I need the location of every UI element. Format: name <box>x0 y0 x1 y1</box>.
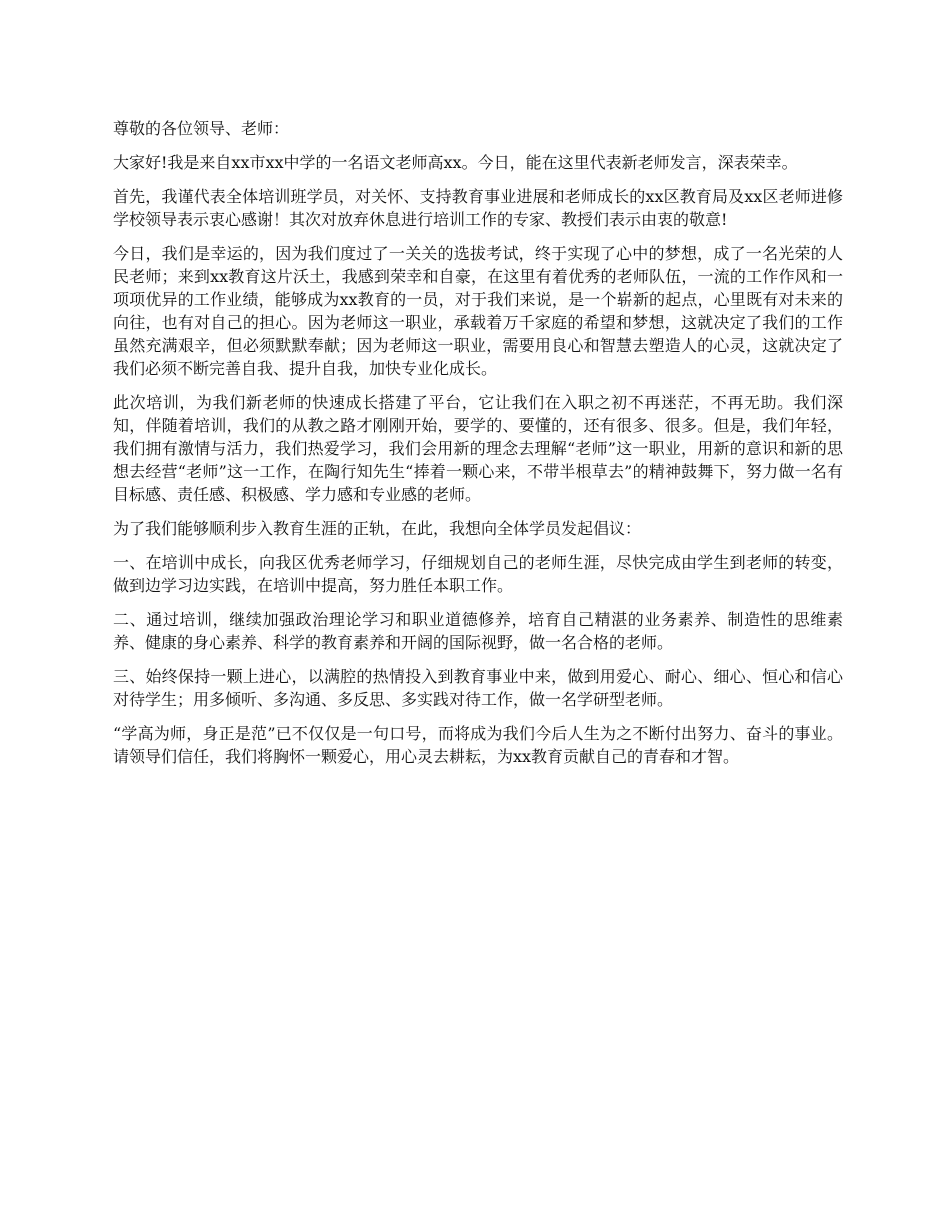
paragraph-proposal-intro: 为了我们能够顺利步入教育生涯的正轨，在此，我想向全体学员发起倡议： <box>113 519 642 538</box>
salutation: 尊敬的各位领导、老师： <box>113 119 290 138</box>
paragraph-feelings: 今日，我们是幸运的，因为我们度过了一关关的选拔考试，终于实现了心中的梦想，成了一名光荣的人民老师；来到xx教育这片沃土，我感到荣幸和自豪，在这里有着优秀的老师队伍，一流的工作作风和一项项优异的工作业绩，能够成为xx教育的一员，对于我们来说，是一个崭新的起点，心里既有对未来的向往，也有对自己的担心。因为老师这一职业，承载着万千家庭的希望和梦想，这就决定了我们的工作虽然充满艰辛，但必须默默奉献；因为老师这一职业，需要用良心和智慧去塑造人的心灵，这就决定了我们必须不断完善自我、提升自我，加快专业化成长。 <box>113 244 843 378</box>
paragraph-greeting: 大家好!我是来自xx市xx中学的一名语文老师高xx。今日，能在这里代表新老师发言，深表荣幸。 <box>113 153 798 172</box>
paragraph-proposal-3: 三、始终保持一颗上进心，以满腔的热情投入到教育事业中来，做到用爱心、耐心、细心、恒心和信心对待学生；用多倾听、多沟通、多反思、多实践对待工作，做一名学研型老师。 <box>113 667 843 709</box>
document-body <box>113 117 843 779</box>
paragraph-proposal-2: 二、通过培训，继续加强政治理论学习和职业道德修养，培育自己精湛的业务素养、制造性的思维素养、健康的身心素养、科学的教育素养和开阔的国际视野，做一名合格的老师。 <box>113 610 843 652</box>
paragraph-thanks: 首先，我谨代表全体培训班学员，对关怀、支持教育事业进展和老师成长的xx区教育局及xx区老师进修学校领导表示衷心感谢！其次对放弃休息进行培训工作的专家、教授们表示由衷的敬意! <box>113 187 843 229</box>
paragraph-training: 此次培训，为我们新老师的快速成长搭建了平台，它让我们在入职之初不再迷茫，不再无助。我们深知，伴随着培训，我们的从教之路才刚刚开始，要学的、要懂的，还有很多、很多。但是，我们年轻，我们拥有激情与活力，我们热爱学习，我们会用新的理念去理解“老师”这一职业，用新的意识和新的思想去经营“老师”这一工作，在陶行知先生“捧着一颗心来，不带半根草去”的精神鼓舞下，努力做一名有目标感、责任感、积极感、学力感和专业感的老师。 <box>113 393 843 504</box>
paragraph-proposal-1: 一、在培训中成长，向我区优秀老师学习，仔细规划自己的老师生涯，尽快完成由学生到老师的转变，做到边学习边实践，在培训中提高，努力胜任本职工作。 <box>113 553 843 595</box>
paragraph-closing: “学高为师，身正是范”已不仅仅是一句口号，而将成为我们今后人生为之不断付出努力、奋斗的事业。请领导们信任，我们将胸怀一颗爱心，用心灵去耕耘，为xx教育贡献自己的青春和才智。 <box>113 724 843 766</box>
